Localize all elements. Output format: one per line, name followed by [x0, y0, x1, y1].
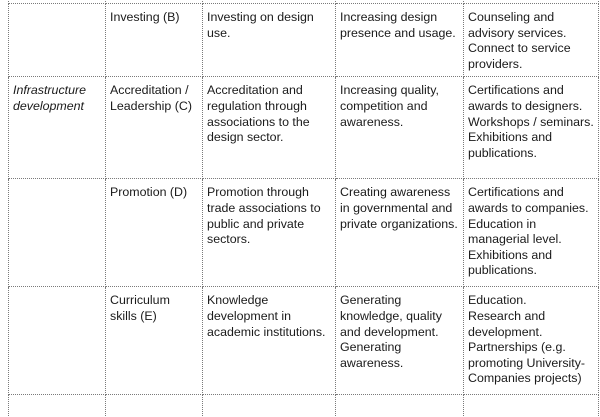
impact-cell: Generating knowledge, quality and development. Generating awareness.	[336, 287, 464, 395]
actions-cell	[464, 395, 599, 417]
description-cell: Accreditation and regulation through associations to the design sector.	[203, 77, 336, 179]
description-cell	[203, 395, 336, 417]
category-cell	[9, 179, 106, 287]
instrument-cell: Promotion (D)	[106, 179, 203, 287]
impact-cell	[336, 395, 464, 417]
actions-cell: Education. Research and development. Partnerships (e.g. promoting University-Companies projects)	[464, 287, 599, 395]
description-cell: Investing on design use.	[203, 4, 336, 77]
impact-cell: Increasing design presence and usage.	[336, 4, 464, 77]
instrument-cell: Curriculum skills (E)	[106, 287, 203, 395]
instrument-cell: Investing (B)	[106, 4, 203, 77]
table-row	[9, 395, 599, 417]
impact-cell: Creating awareness in governmental and private organizations.	[336, 179, 464, 287]
actions-cell: Certifications and awards to designers. Workshops / seminars. Exhibitions and publications.	[464, 77, 599, 179]
category-cell	[9, 287, 106, 395]
table-row	[9, 179, 599, 287]
instrument-cell: Accreditation / Leadership (C)	[106, 77, 203, 179]
table-row	[9, 287, 599, 395]
actions-cell: Counseling and advisory services. Connect to service providers.	[464, 4, 599, 77]
description-cell: Promotion through trade associations to public and private sectors.	[203, 179, 336, 287]
impact-cell: Increasing quality, competition and awareness.	[336, 77, 464, 179]
instrument-cell	[106, 395, 203, 417]
table-row	[9, 77, 599, 179]
actions-cell: Certifications and awards to companies. Education in managerial level. Exhibitions and publications.	[464, 179, 599, 287]
table-row	[9, 4, 599, 77]
description-cell: Knowledge development in academic institutions.	[203, 287, 336, 395]
category-cell	[9, 4, 106, 77]
category-cell	[9, 395, 106, 417]
design-policy-table	[8, 0, 599, 417]
category-cell: Infrastructure development	[9, 77, 106, 179]
